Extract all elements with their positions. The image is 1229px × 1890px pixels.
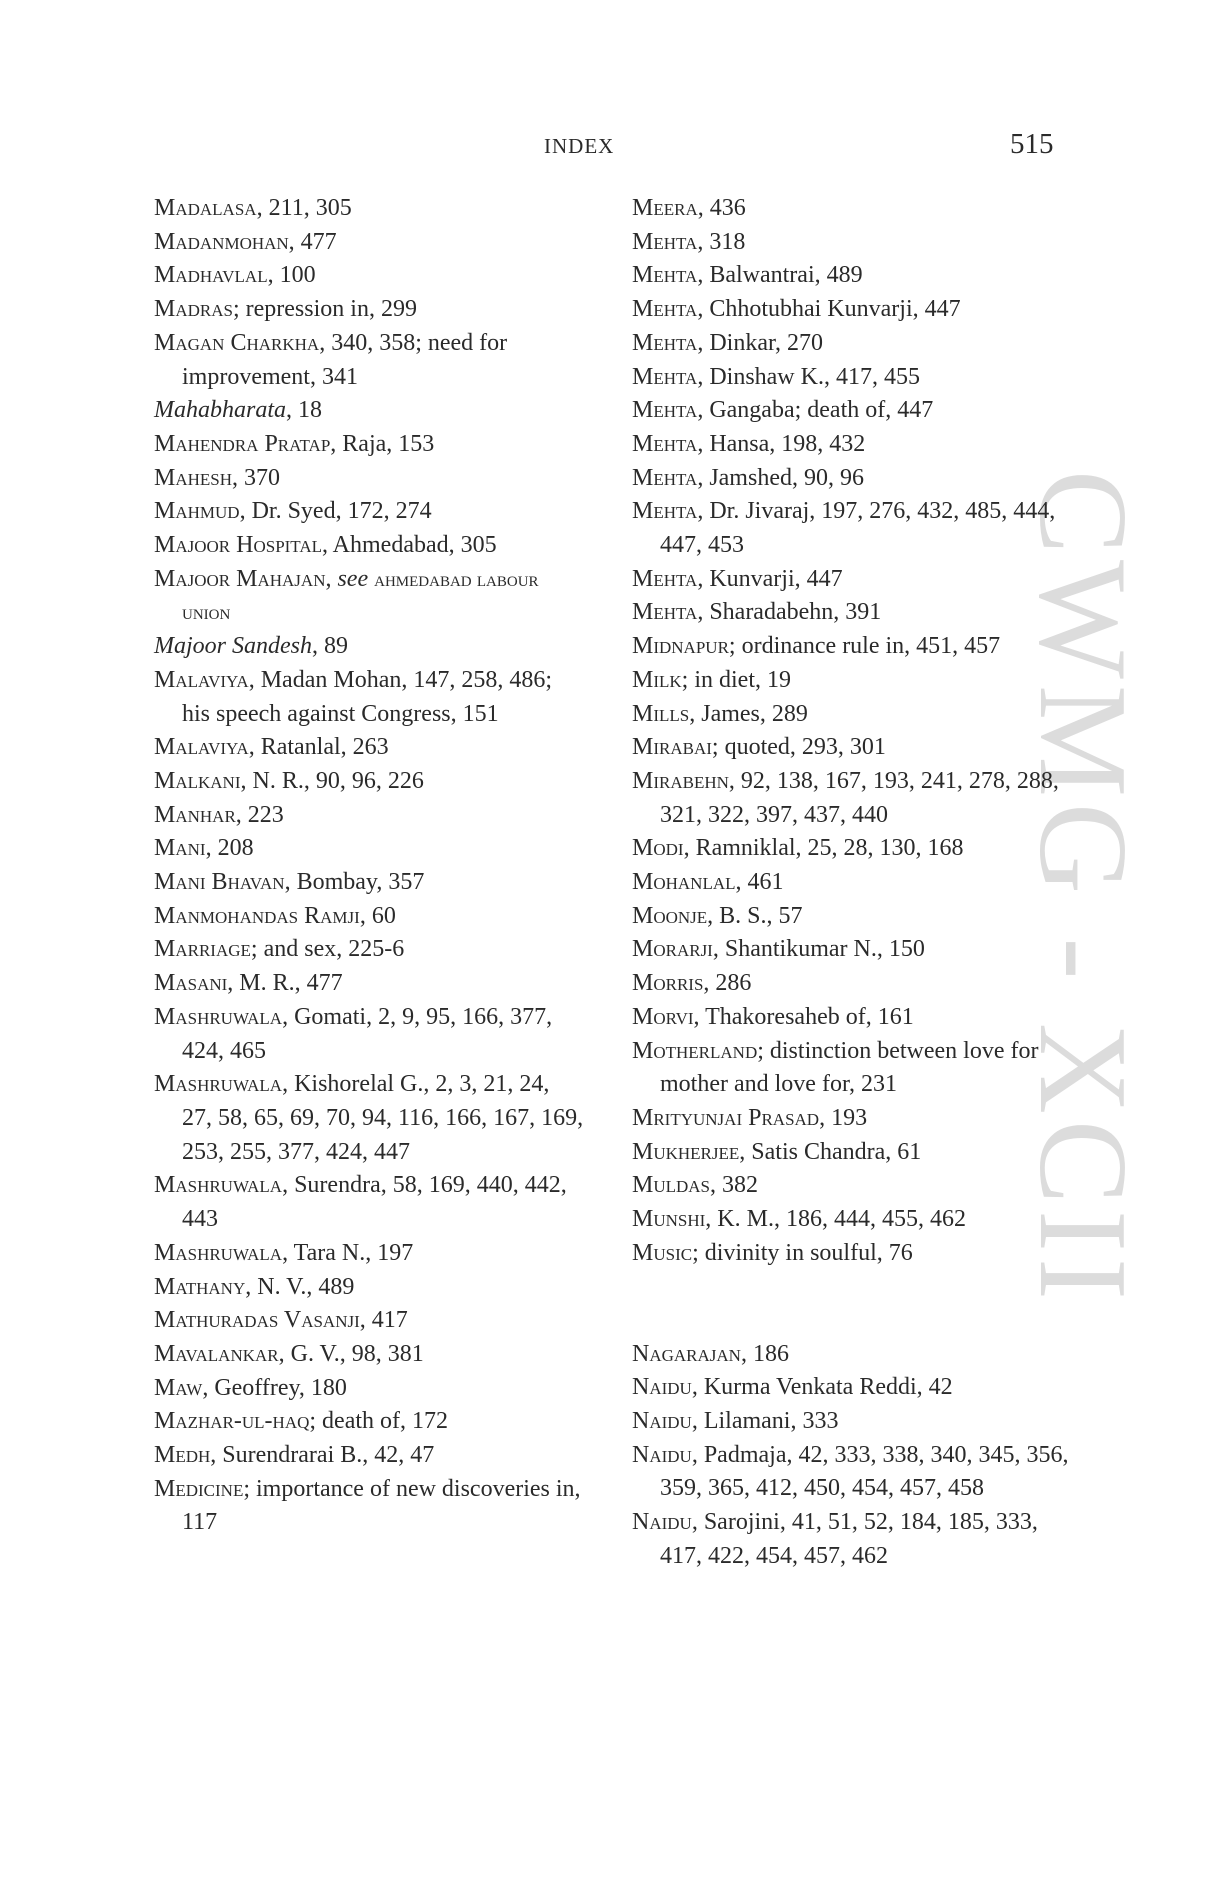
- entry-references: , Surendra, 58, 169, 440, 442, 443: [182, 1172, 567, 1233]
- page-number: 515: [1010, 128, 1054, 160]
- index-entry: [154, 1372, 584, 1406]
- index-entry: [632, 361, 1072, 395]
- entry-references: , B. S., 57: [707, 902, 803, 929]
- index-entry: [632, 900, 1072, 934]
- index-entry: [632, 765, 1072, 832]
- entry-references: , Raja, 153: [330, 430, 435, 457]
- entry-heading: Malkani: [154, 767, 241, 794]
- index-entry: [632, 664, 1072, 698]
- index-entry: [154, 1068, 584, 1169]
- entry-references: ,: [325, 565, 338, 592]
- index-entry: [154, 293, 584, 327]
- index-entry: [632, 428, 1072, 462]
- entry-references: ; distinction between love for mother and love for, 231: [660, 1037, 1039, 1098]
- index-entry: [154, 1271, 584, 1305]
- entry-references: ; quoted, 293, 301: [711, 734, 886, 761]
- index-entry: [154, 192, 584, 226]
- entry-heading: Morarji: [632, 936, 713, 963]
- entry-heading: Moonje: [632, 902, 708, 929]
- entry-references: , 286: [703, 970, 752, 997]
- index-entry: [154, 799, 584, 833]
- index-entry: [154, 630, 584, 664]
- entry-heading: Mashruwala: [154, 1071, 283, 1098]
- index-entry: [632, 192, 1072, 226]
- entry-references: , Kurma Venkata Reddi, 42: [691, 1374, 953, 1401]
- entry-heading: Meera: [632, 195, 698, 221]
- entry-references: , Gangaba; death of, 447: [697, 397, 934, 424]
- index-entry: [632, 259, 1072, 293]
- index-entry: [154, 1169, 584, 1236]
- index-entry: [632, 394, 1072, 428]
- entry-references: , 436: [697, 195, 746, 221]
- entry-references: , Sharadabehn, 391: [697, 599, 882, 626]
- entry-heading: Modi: [632, 835, 684, 862]
- index-entry: [154, 731, 584, 765]
- entry-heading: Manhar: [154, 801, 236, 828]
- entry-heading: Music: [632, 1239, 693, 1266]
- entry-references: ; ordinance rule in, 451, 457: [728, 633, 1001, 660]
- entry-references: , Thakoresaheb of, 161: [693, 1003, 914, 1030]
- entry-heading: Nagarajan: [632, 1340, 741, 1367]
- entry-references: , Ahmedabad, 305: [322, 532, 497, 559]
- entry-references: , Satis Chandra, 61: [739, 1138, 922, 1165]
- entry-heading: Majoor Hospital: [154, 532, 322, 559]
- entry-heading: Mehta: [632, 430, 698, 457]
- entry-references: , Chhotubhai Kunvarji, 447: [697, 296, 961, 323]
- entry-references: , 208: [205, 835, 254, 862]
- entry-heading: Mahmud: [154, 498, 240, 525]
- entry-heading: Mani Bhavan: [154, 869, 285, 896]
- index-entry: [632, 1169, 1072, 1203]
- entry-references: , Bombay, 357: [284, 869, 425, 896]
- entry-heading: Manmohandas Ramji: [154, 902, 360, 929]
- entry-heading: Mahendra Pratap: [154, 430, 331, 457]
- index-entry: [632, 293, 1072, 327]
- index-entry: [154, 900, 584, 934]
- entry-references: , 223: [235, 801, 284, 828]
- entry-references: , Surendrarai B., 42, 47: [210, 1442, 435, 1469]
- entry-heading: Muldas: [632, 1172, 711, 1199]
- entry-heading: Mathany: [154, 1273, 246, 1300]
- entry-heading: Naidu: [632, 1407, 692, 1434]
- index-entry: [632, 1371, 1072, 1405]
- entry-references: ; divinity in soulful, 76: [692, 1239, 913, 1266]
- entry-heading: Maw: [154, 1374, 203, 1401]
- index-entry: [632, 226, 1072, 260]
- entry-references: , N. R., 90, 96, 226: [240, 767, 424, 794]
- entry-references: , 100: [267, 262, 316, 289]
- index-entry: [154, 933, 584, 967]
- index-entry: [154, 1473, 584, 1540]
- entry-heading: Morris: [632, 970, 704, 997]
- index-entry: [632, 462, 1072, 496]
- index-entry: [154, 495, 584, 529]
- index-entry: [632, 327, 1072, 361]
- index-column-right: [632, 192, 1072, 1573]
- entry-heading: Morvi: [632, 1003, 694, 1030]
- entry-references: , Lilamani, 333: [691, 1407, 839, 1434]
- entry-references: , N. V., 489: [245, 1273, 355, 1300]
- index-entry: [632, 1136, 1072, 1170]
- entry-references: , Geoffrey, 180: [202, 1374, 347, 1401]
- entry-references: ; and sex, 225-6: [250, 936, 405, 963]
- entry-heading: Mohanlal: [632, 869, 736, 896]
- entry-references: , 477: [288, 228, 337, 255]
- index-section-m: [632, 192, 1072, 1271]
- index-entry: [632, 933, 1072, 967]
- entry-references: , 18: [286, 397, 322, 424]
- entry-references: , 186: [740, 1340, 789, 1367]
- entry-heading: Madalasa: [154, 195, 257, 221]
- entry-references: , 193: [819, 1104, 868, 1131]
- index-entry: [632, 563, 1072, 597]
- index-entry: [154, 327, 584, 394]
- index-entry: [154, 226, 584, 260]
- entry-heading: Majoor Sandesh: [154, 633, 312, 660]
- index-entry: [154, 832, 584, 866]
- entry-references: , Shantikumar N., 150: [712, 936, 925, 963]
- index-entry: [632, 1237, 1072, 1271]
- entry-references: , Tara N., 197: [282, 1239, 414, 1266]
- index-entry: [154, 765, 584, 799]
- section-gap: [632, 1271, 1072, 1338]
- entry-references: , Gomati, 2, 9, 95, 166, 377, 424, 465: [182, 1003, 553, 1064]
- index-entry: [154, 1237, 584, 1271]
- index-entry: [632, 596, 1072, 630]
- index-entry: [632, 866, 1072, 900]
- entry-references: , Kunvarji, 447: [697, 565, 843, 592]
- entry-references: , 370: [232, 464, 281, 491]
- index-entry: [154, 462, 584, 496]
- index-entry: [632, 698, 1072, 732]
- index-entry: [632, 731, 1072, 765]
- entry-heading: Naidu: [632, 1374, 692, 1401]
- cross-reference: ahmedabad labour union: [182, 566, 539, 625]
- entry-heading: Madhavlal: [154, 262, 268, 289]
- entry-heading: Munshi: [632, 1206, 706, 1233]
- entry-references: , Dinshaw K., 417, 455: [697, 363, 920, 390]
- entry-heading: Mirabehn: [632, 767, 729, 794]
- entry-references: , James, 289: [689, 700, 808, 727]
- watermark: CWMG - XCII: [1013, 470, 1152, 1306]
- index-entry: [632, 495, 1072, 562]
- index-entry: [632, 1405, 1072, 1439]
- entry-heading: Mashruwala: [154, 1172, 283, 1199]
- entry-heading: Motherland: [632, 1037, 758, 1064]
- entry-references: , 461: [735, 869, 784, 896]
- entry-heading: Mukherjee: [632, 1138, 740, 1165]
- entry-heading: Mazhar-ul-haq: [154, 1408, 310, 1435]
- entry-references: , Padmaja, 42, 333, 338, 340, 345, 356, 359, 365, 412, 450, 454, 457, 458: [660, 1441, 1069, 1502]
- index-entry: [632, 1506, 1072, 1573]
- entry-heading: Mehta: [632, 498, 698, 525]
- entry-heading: Mashruwala: [154, 1239, 283, 1266]
- entry-references: ; in diet, 19: [681, 666, 791, 693]
- entry-references: , Dinkar, 270: [697, 329, 823, 356]
- entry-references: , Ramniklal, 25, 28, 130, 168: [683, 835, 964, 862]
- index-entry: [632, 1001, 1072, 1035]
- entry-heading: Medh: [154, 1442, 211, 1469]
- entry-heading: Naidu: [632, 1509, 692, 1536]
- entry-references: , 92, 138, 167, 193, 241, 278, 288, 321, 322, 397, 437, 440: [660, 767, 1059, 828]
- entry-heading: Mehta: [632, 329, 698, 356]
- index-entry: [154, 1304, 584, 1338]
- index-entry: [154, 1338, 584, 1372]
- entry-heading: Mehta: [632, 262, 698, 289]
- index-entry: [154, 529, 584, 563]
- entry-references: , Madan Mohan, 147, 258, 486; his speech against Congress, 151: [182, 666, 553, 727]
- entry-heading: Mehta: [632, 363, 698, 390]
- index-entry: [154, 967, 584, 1001]
- index-entry: [632, 1439, 1072, 1506]
- entry-references: , Sarojini, 41, 51, 52, 184, 185, 333, 417, 422, 454, 457, 462: [660, 1509, 1038, 1569]
- index-entry: [154, 1439, 584, 1473]
- entry-heading: Mathuradas Vasanji: [154, 1307, 360, 1334]
- entry-heading: Marriage: [154, 936, 251, 963]
- index-entry: [632, 630, 1072, 664]
- entry-heading: Naidu: [632, 1441, 692, 1468]
- see-label: see: [337, 565, 369, 592]
- entry-heading: Mehta: [632, 296, 698, 323]
- entry-heading: Mrityunjai Prasad: [632, 1104, 820, 1131]
- entry-heading: Medicine: [154, 1475, 244, 1502]
- entry-heading: Mehta: [632, 464, 698, 491]
- entry-heading: Magan Charkha: [154, 329, 320, 356]
- entry-heading: Milk: [632, 666, 682, 693]
- entry-references: , 318: [697, 228, 746, 255]
- index-entry: [632, 832, 1072, 866]
- index-entry: [154, 1001, 584, 1068]
- entry-heading: Masani: [154, 970, 228, 997]
- entry-references: , Hansa, 198, 432: [697, 430, 866, 457]
- index-entry: [632, 1338, 1072, 1372]
- entry-heading: Midnapur: [632, 633, 729, 660]
- index-entry: [632, 1203, 1072, 1237]
- entry-heading: Mehta: [632, 599, 698, 626]
- entry-references: , 211, 305: [256, 195, 352, 221]
- index-entry: [154, 563, 584, 630]
- index-entry: [154, 428, 584, 462]
- entry-references: , Dr. Syed, 172, 274: [239, 498, 432, 525]
- entry-heading: Madanmohan: [154, 228, 289, 255]
- entry-references: , K. M., 186, 444, 455, 462: [705, 1206, 966, 1233]
- entry-references: , 340, 358; need for improvement, 341: [182, 329, 508, 390]
- entry-heading: Malaviya: [154, 734, 249, 761]
- entry-references: ; repression in, 299: [232, 296, 417, 323]
- index-column-left: [154, 192, 584, 1540]
- entry-references: , 417: [359, 1307, 408, 1334]
- entry-references: ; importance of new discoveries in, 117: [182, 1475, 581, 1536]
- entry-references: , Balwantrai, 489: [697, 262, 863, 289]
- entry-heading: Mirabai: [632, 734, 712, 761]
- entry-references: , Kishorelal G., 2, 3, 21, 24, 27, 58, 65, 69, 70, 94, 116, 166, 167, 169, 253, 255, 377, 424, 447: [182, 1071, 584, 1165]
- entry-heading: Mehta: [632, 397, 698, 424]
- entry-references: , G. V., 98, 381: [278, 1340, 424, 1367]
- entry-heading: Majoor Mahajan: [154, 565, 326, 592]
- entry-heading: Mahesh: [154, 464, 233, 491]
- entry-heading: Mehta: [632, 565, 698, 592]
- entry-heading: Mehta: [632, 228, 698, 255]
- index-section-n: [632, 1338, 1072, 1574]
- entry-references: , 382: [710, 1172, 759, 1199]
- running-header: INDEX: [544, 134, 615, 158]
- entry-heading: Mani: [154, 835, 206, 862]
- index-entry: [154, 866, 584, 900]
- entry-references: , Jamshed, 90, 96: [697, 464, 864, 491]
- entry-heading: Mills: [632, 700, 690, 727]
- entry-references: , 89: [312, 633, 348, 660]
- entry-heading: Madras: [154, 296, 233, 323]
- index-entry: [154, 259, 584, 293]
- entry-heading: Mahabharata: [154, 397, 286, 424]
- index-entry: [632, 1102, 1072, 1136]
- entry-references: , M. R., 477: [227, 970, 343, 997]
- entry-heading: Mavalankar: [154, 1340, 279, 1367]
- index-entry: [154, 664, 584, 731]
- entry-references: , Dr. Jivaraj, 197, 276, 432, 485, 444, 447, 453: [660, 498, 1056, 559]
- entry-references: , 60: [359, 902, 396, 929]
- entry-references: , Ratanlal, 263: [248, 734, 389, 761]
- index-entry: [632, 967, 1072, 1001]
- index-entry: [632, 1035, 1072, 1102]
- index-entry: [154, 394, 584, 428]
- entry-references: ; death of, 172: [309, 1408, 449, 1435]
- entry-heading: Mashruwala: [154, 1003, 283, 1030]
- index-entry: [154, 1405, 584, 1439]
- entry-heading: Malaviya: [154, 666, 249, 693]
